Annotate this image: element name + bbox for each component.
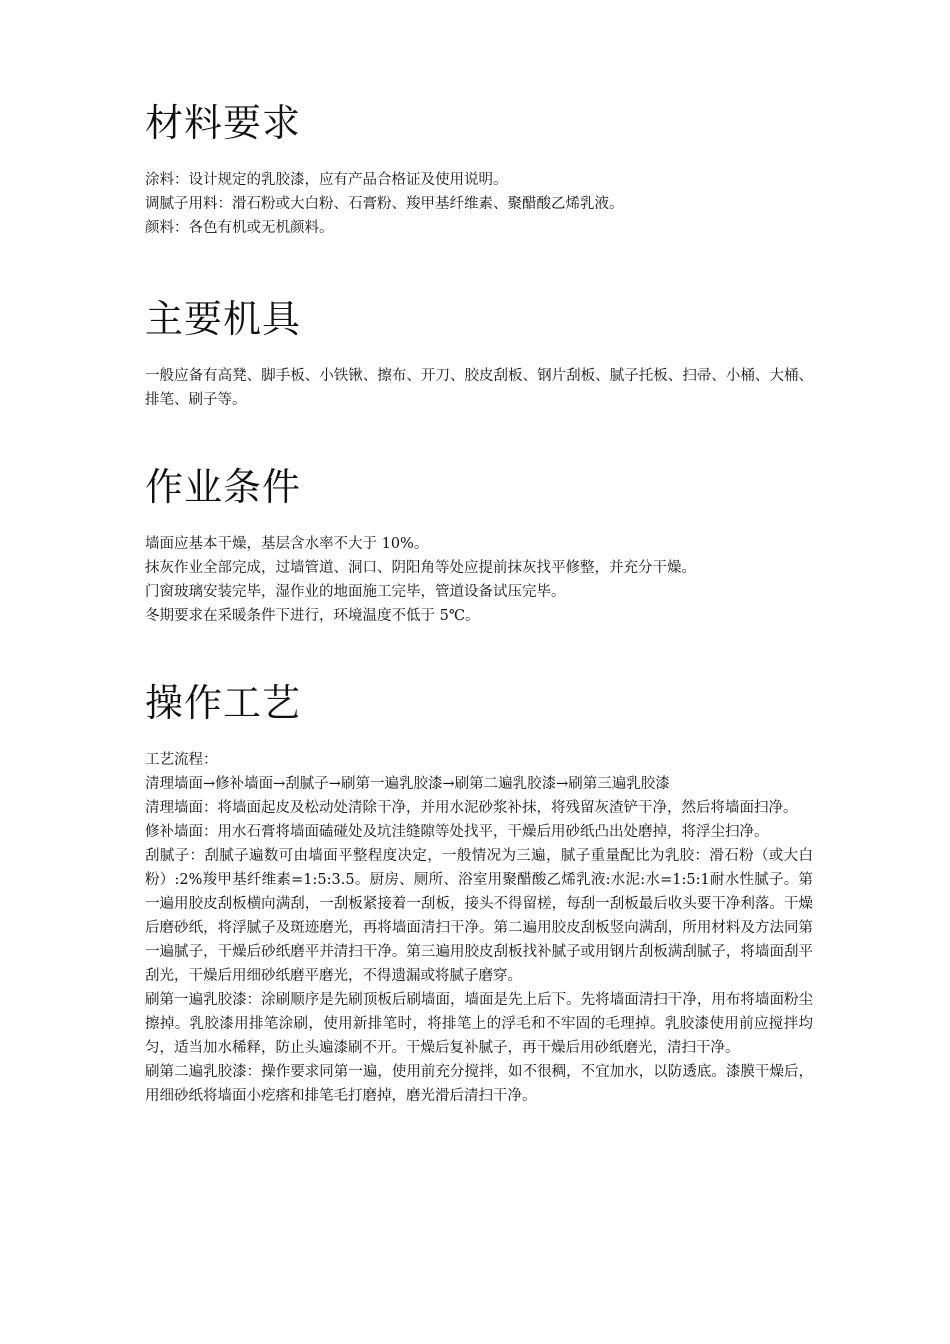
section-body bbox=[145, 168, 624, 240]
paragraph: 修补墙面：用水石膏将墙面磕碰处及坑洼缝隙等处找平，干燥后用砂纸凸出处磨掉，将浮尘扫净。 bbox=[145, 824, 769, 840]
section-operation-process bbox=[145, 680, 813, 1108]
section-material-requirements bbox=[145, 100, 624, 240]
paragraph: 冬期要求在采暖条件下进行，环境温度不低于 5℃。 bbox=[145, 608, 480, 624]
paragraph: 清理墙面：将墙面起皮及松动处清除干净，并用水泥砂浆补抹，将残留灰渣铲干净，然后将墙面扫净。 bbox=[145, 800, 798, 816]
section-heading: 主要机具 bbox=[145, 297, 302, 341]
paragraph: 抹灰作业全部完成，过墙管道、洞口、阴阳角等处应提前抹灰找平修整，并充分干燥。 bbox=[145, 560, 696, 576]
section-heading: 操作工艺 bbox=[145, 681, 302, 725]
paragraph: 清理墙面→修补墙面→刮腻子→刷第一遍乳胶漆→刷第二遍乳胶漆→刷第三遍乳胶漆 bbox=[145, 776, 670, 792]
paragraph: 刷第二遍乳胶漆：操作要求同第一遍，使用前充分搅拌，如不很稠，不宜加水，以防透底。漆膜干燥后，用细砂纸将墙面小疙瘩和排笔毛打磨掉，磨光滑后清扫干净。 bbox=[145, 1064, 813, 1104]
paragraph: 涂料：设计规定的乳胶漆，应有产品合格证及使用说明。 bbox=[145, 172, 508, 188]
paragraph: 一般应备有高凳、脚手板、小铁锹、擦布、开刀、胶皮刮板、钢片刮板、腻子托板、扫帚、小桶、大桶、排笔、刷子等。 bbox=[145, 368, 813, 408]
paragraph: 工艺流程： bbox=[145, 752, 218, 768]
paragraph: 墙面应基本干燥，基层含水率不大于 10%。 bbox=[145, 536, 429, 552]
section-heading: 材料要求 bbox=[145, 101, 302, 145]
paragraph: 刷第一遍乳胶漆：涂刷顺序是先刷顶板后刷墙面，墙面是先上后下。先将墙面清扫干净，用布将墙面粉尘擦掉。乳胶漆用排笔涂刷，使用新排笔时，将排笔上的浮毛和不牢固的毛理掉。乳胶漆使用前应搅拌均匀，适当加水稀释，防止头遍漆刷不开。干燥后复补腻子，再干燥后用砂纸磨光，清扫干净。 bbox=[145, 992, 813, 1056]
section-heading: 作业条件 bbox=[145, 465, 302, 509]
section-body bbox=[145, 748, 813, 1108]
section-body bbox=[145, 532, 696, 628]
paragraph: 调腻子用料：滑石粉或大白粉、石膏粉、羧甲基纤维素、聚醋酸乙烯乳液。 bbox=[145, 196, 624, 212]
paragraph: 颜料：各色有机或无机颜料。 bbox=[145, 220, 334, 236]
section-work-conditions bbox=[145, 464, 696, 628]
section-body bbox=[145, 364, 813, 412]
paragraph: 门窗玻璃安装完毕，湿作业的地面施工完毕，管道设备试压完毕。 bbox=[145, 584, 566, 600]
section-main-tools bbox=[145, 296, 813, 412]
paragraph: 刮腻子：刮腻子遍数可由墙面平整程度决定，一般情况为三遍，腻子重量配比为乳胶：滑石粉（或大白粉）:2%羧甲基纤维素=1:5:3.5。厨房、厕所、浴室用聚醋酸乙烯乳液:水泥:水=1:5:1耐水性腻子。第一遍用胶皮刮板横向满刮，一刮板紧接着一刮板，接头不得留槎，每刮一刮板最后收头要干净利落。干燥后磨砂纸，将浮腻子及斑迹磨光，再将墙面清扫干净。第二遍用胶皮刮板竖向满刮，所用材料及方法同第一遍腻子，干燥后砂纸磨平并清扫干净。第三遍用胶皮刮板找补腻子或用钢片刮板满刮腻子，将墙面刮平刮光，干燥后用细砂纸磨平磨光，不得遗漏或将腻子磨穿。 bbox=[145, 848, 813, 984]
